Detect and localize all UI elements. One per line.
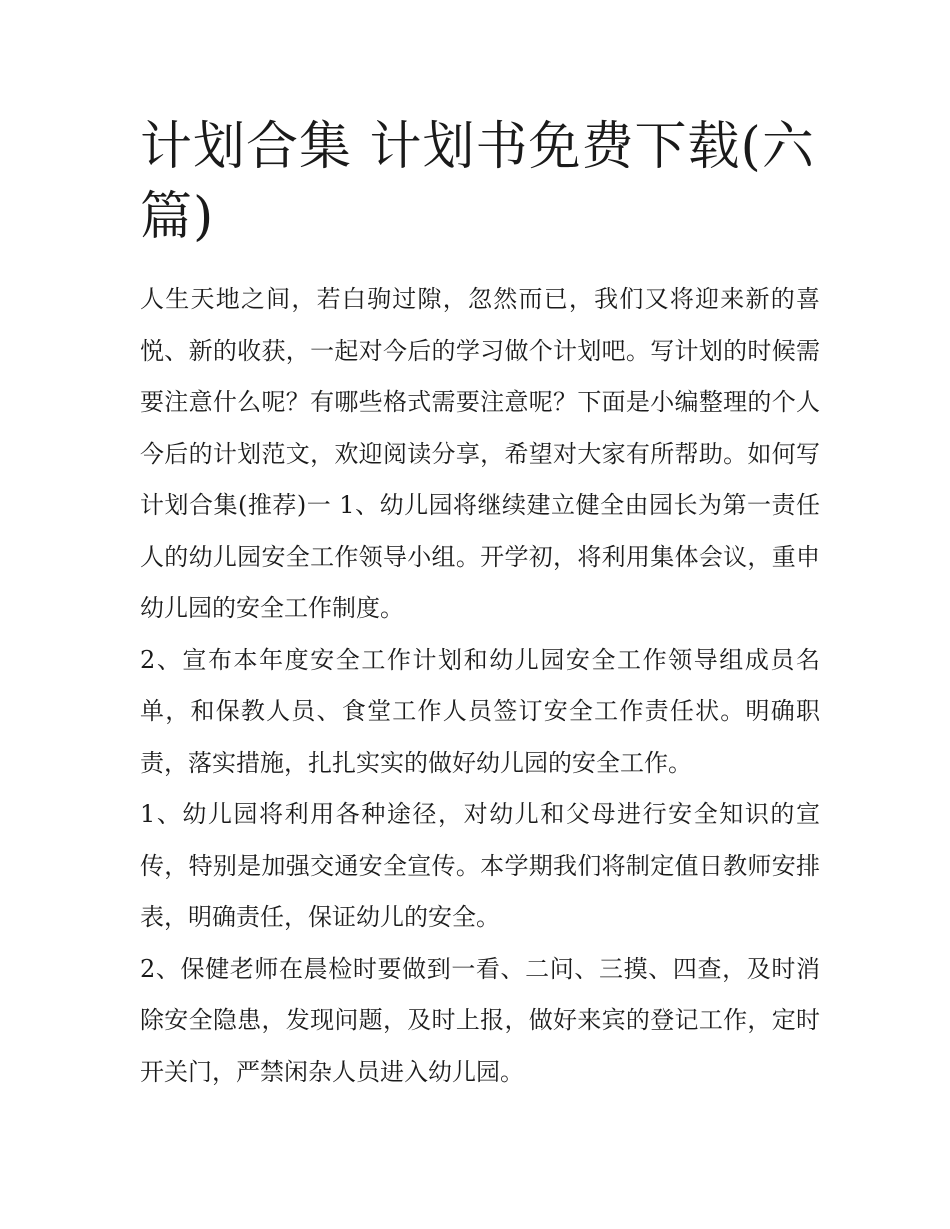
document-page (140, 112, 820, 1098)
paragraph-item-1-education: 1、幼儿园将利用各种途径，对幼儿和父母进行安全知识的宣传，特别是加强交通安全宣传。本学期我们将制定值日教师安排表，明确责任，保证幼儿的安全。 (140, 800, 820, 931)
document-title: 计划合集 计划书免费下载(六篇) (140, 117, 815, 247)
document-body (140, 274, 820, 1098)
paragraph-intro: 人生天地之间，若白驹过隙，忽然而已，我们又将迎来新的喜悦、新的收获，一起对今后的学习做个计划吧。写计划的时候需要注意什么呢？有哪些格式需要注意呢？下面是小编整理的个人今后的计划范文，欢迎阅读分享，希望对大家有所帮助。如何写计划合集(推荐)一 1、幼儿园将继续建立健全由园长为第一责任人的幼儿园安全工作领导小组。开学初，将利用集体会议，重申幼儿园的安全工作制度。 (140, 285, 820, 622)
paragraph-item-2-health-check: 2、保健老师在晨检时要做到一看、二问、三摸、四查，及时消除安全隐患，发现问题，及时上报，做好来宾的登记工作，定时开关门，严禁闲杂人员进入幼儿园。 (140, 954, 820, 1086)
paragraph-item-2-announce: 2、宣布本年度安全工作计划和幼儿园安全工作领导组成员名单，和保教人员、食堂工作人员签订安全工作责任状。明确职责，落实措施，扎扎实实的做好幼儿园的安全工作。 (140, 645, 820, 777)
